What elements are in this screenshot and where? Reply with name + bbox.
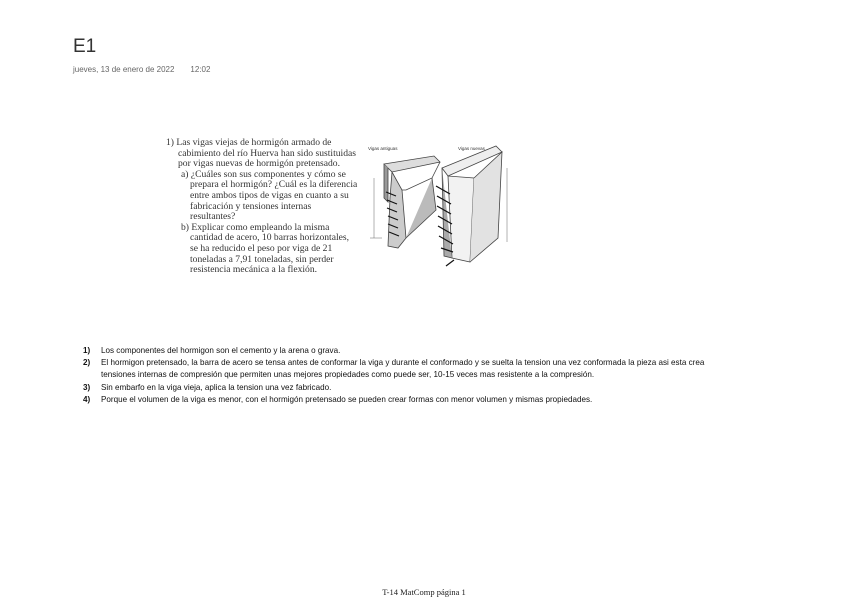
page-date: jueves, 13 de enero de 2022 (73, 65, 175, 74)
answer-number: 2) (83, 358, 91, 368)
old-beam-drawing (370, 156, 440, 248)
question-scan (166, 138, 524, 303)
answer-item (80, 382, 740, 394)
answer-item (80, 357, 740, 381)
beams-illustration (362, 138, 524, 280)
question-part-a: a) ¿Cuáles son sus componentes y cómo se prepara el hormigón? ¿Cuál es la diferencia entre ambos tipos de vigas en cuanto a su fabricación y tensiones internas resultantes? (181, 168, 358, 223)
answer-text: Los componentes del hormigon son el cemento y la arena o grava. (101, 346, 341, 355)
page-time: 12:02 (190, 65, 211, 74)
answer-text: El hormigon pretensado, la barra de acero se tensa antes de conformar la viga y durante el conformado y se suelta la tension una vez conformada la pieza asi esta crea tensiones internas de compresión que permiten unas mejores propiedades como puede ser, 10-15 veces mas resistente a la compresión. (101, 358, 705, 380)
answer-text: Sin embarfo en la viga vieja, aplica la tension una vez fabricado. (101, 382, 332, 392)
answer-item (80, 394, 740, 406)
page-footer: T-14 MatComp página 1 (382, 587, 466, 597)
figure-label-new: Vigas nuevas (458, 146, 485, 151)
question-intro: 1) Las vigas viejas de hormigón armado de cabimiento del río Huerva han sido sustituidas por vigas nuevas de hormigón pretensado. (166, 137, 356, 170)
question-part-b: b) Explicar como empleando la misma cantidad de acero, 10 barras horizontales, se ha reducido el peso por viga de 21 toneladas a 7,91 toneladas, sin perder resistencia mecánica a la flexión. (181, 221, 350, 276)
answer-number: 3) (83, 382, 91, 392)
page-meta (73, 65, 210, 74)
answer-item (80, 345, 740, 357)
answer-text: Porque el volumen de la viga es menor, con el hormigón pretensado se pueden crear formas con menor volumen y mismas propiedades. (101, 394, 593, 404)
answer-number: 4) (83, 394, 91, 404)
question-text (166, 138, 358, 276)
figure-label-old: Vigas antiguas (368, 146, 398, 151)
answer-number: 1) (83, 346, 91, 355)
answers-list (80, 345, 740, 406)
page-title: E1 (73, 36, 97, 57)
new-beam-drawing (436, 146, 507, 266)
